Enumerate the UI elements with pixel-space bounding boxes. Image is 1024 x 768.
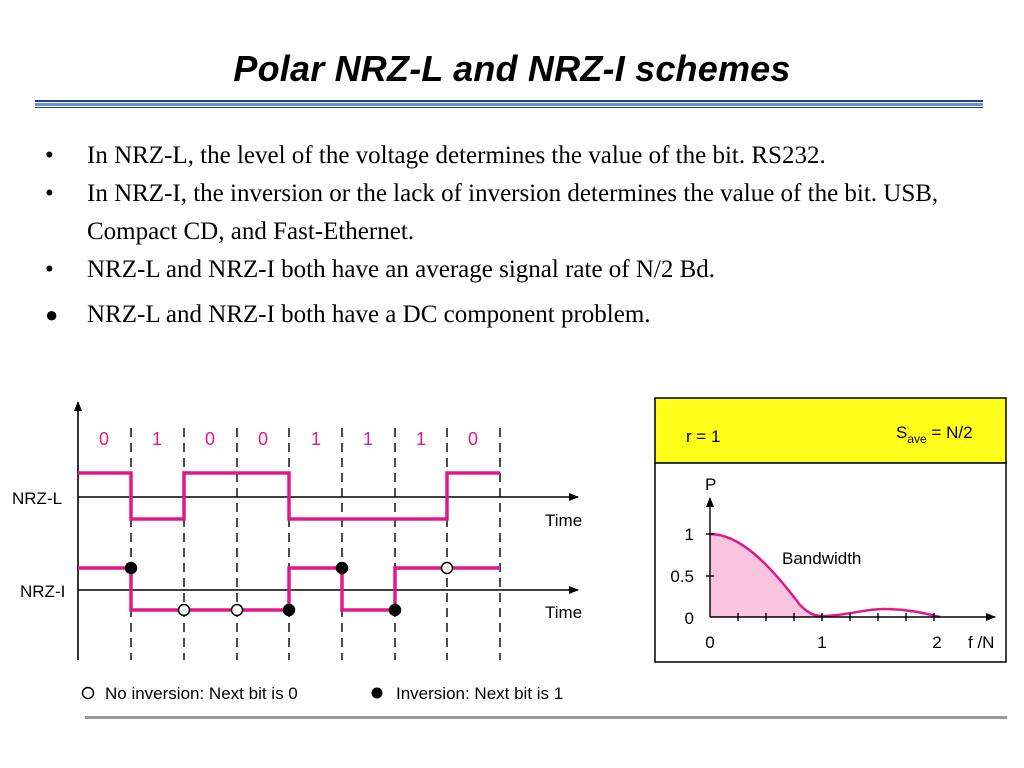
nrz-diagram [0,390,1024,730]
bullet-text: In NRZ-L, the level of the voltage determines the value of the bit. RS232. [87,142,826,169]
x-tick-label: 2 [932,633,942,652]
bandwidth-panel [655,398,1006,662]
r-label: r = 1 [686,427,721,446]
no-inversion-dot [442,563,453,574]
bullet-text: NRZ-L and NRZ-I both have an average signal rate of N/2 Bd. [87,256,716,283]
bit-boundaries [131,428,500,660]
inversion-dot [284,605,295,616]
inversion-dot [390,605,401,616]
bit-label: 0 [467,429,479,449]
bullet-marker: • [45,256,54,283]
bit-label: 1 [151,429,163,449]
nrzl-signal [78,473,500,519]
bullet-item [45,137,975,175]
bullet-item [45,251,975,289]
bullet-list [45,137,975,334]
bullet-marker: • [45,142,54,169]
bullet-item [45,175,975,251]
no-inversion-dot [179,605,190,616]
y-tick-label: 0.5 [670,567,694,586]
bandwidth-label: Bandwidth [782,549,862,568]
bullet-item [45,296,975,334]
bit-label: 1 [415,429,427,449]
waveform-panel [12,402,582,703]
bullet-text: In NRZ-I, the inversion or the lack of inversion determines the value of the bit. USB, Compact CD, and Fast-Ethernet. [87,180,939,245]
legend-inversion-symbol [372,688,383,699]
bit-label: 0 [257,429,269,449]
nrzi-time-label: Time [545,603,583,622]
bit-label: 0 [98,429,110,449]
power-axis-label: P [705,475,717,494]
legend-no-inversion-symbol [83,688,94,699]
inversion-dot [126,563,137,574]
nrzi-label: NRZ-I [20,582,66,601]
slide-title: Polar NRZ-L and NRZ-I schemes [233,48,791,89]
bit-label: 0 [204,429,216,449]
x-tick-label: 0 [705,633,715,652]
bullet-text: NRZ-L and NRZ-I both have a DC component problem. [87,301,651,328]
nrzl-label: NRZ-L [12,489,63,508]
s-ave-subscript: ave [907,432,927,446]
frequency-axis-label: f /N [968,633,995,652]
title-underline [35,100,983,109]
y-tick-label: 0 [684,609,694,628]
no-inversion-dot [232,605,243,616]
bullet-marker: • [45,180,54,207]
s-ave-suffix: = N/2 [926,423,973,442]
y-tick-label: 1 [684,525,694,544]
legend-no-inversion-text: No inversion: Next bit is 0 [105,684,298,703]
nrzi-signal [78,568,500,610]
s-ave-prefix: S [896,423,908,442]
nrzl-time-label: Time [545,511,583,530]
footer-rule [85,716,1007,719]
bullet-marker: ● [45,302,59,327]
bit-label: 1 [310,429,322,449]
bit-label: 1 [362,429,374,449]
inversion-dot [337,563,348,574]
x-tick-label: 1 [817,633,827,652]
legend-inversion-text: Inversion: Next bit is 1 [396,684,564,703]
legend [83,684,564,703]
